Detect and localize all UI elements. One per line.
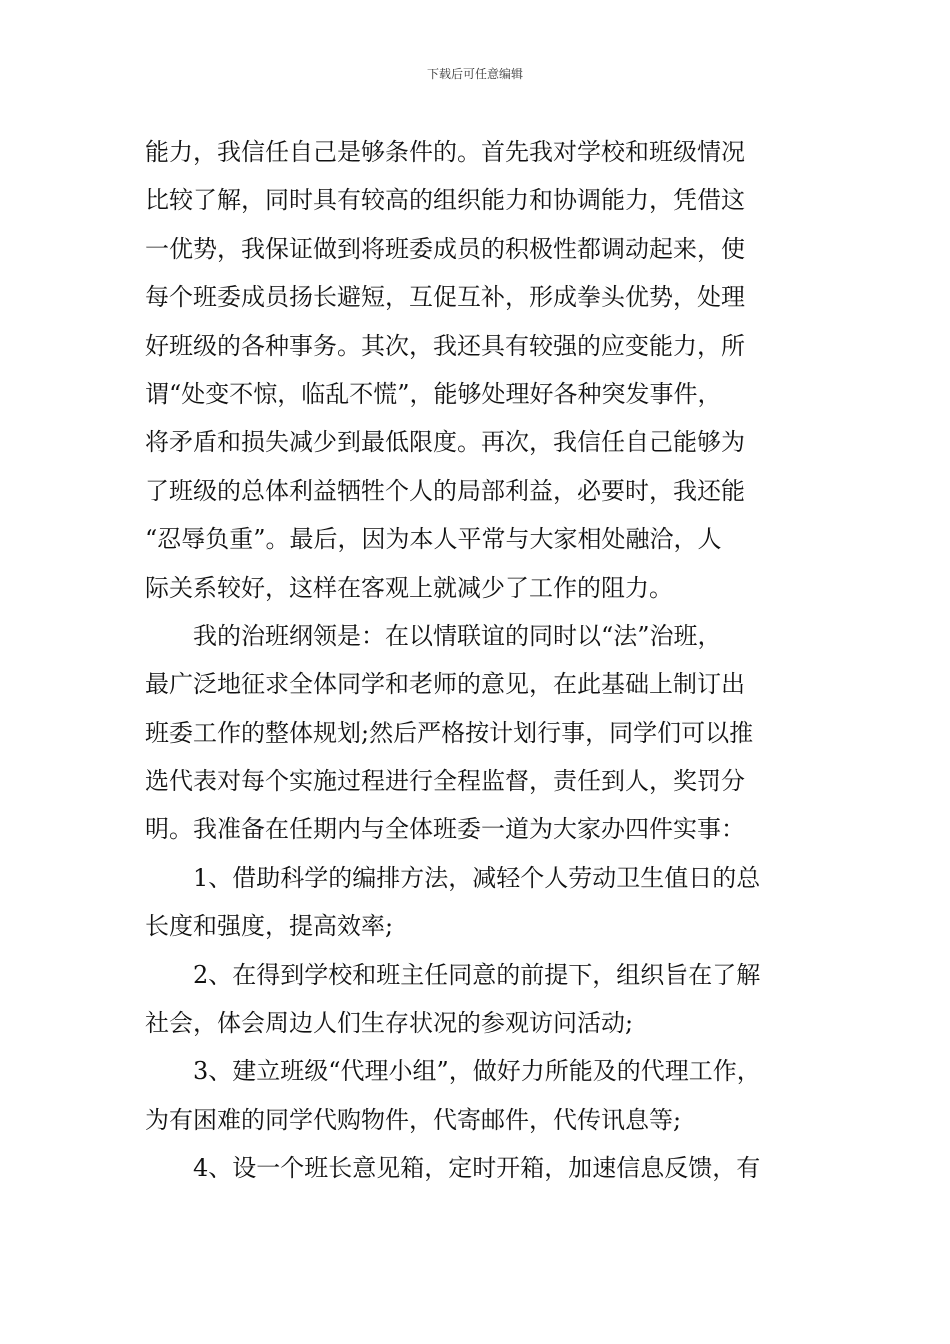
text-line: 选代表对每个实施过程进行全程监督，责任到人，奖罚分: [145, 767, 745, 796]
text-line: 了班级的总体利益牺牲个人的局部利益，必要时，我还能: [145, 476, 745, 505]
text-line: 社会，体会周边人们生存状况的参观访问活动;: [145, 1009, 634, 1038]
paragraph-start-line: 我的治班纲领是：在以情联谊的同时以“法”治班，: [193, 621, 722, 650]
text-line: 明。我准备在任期内与全体班委一道为大家办四件实事：: [145, 815, 745, 844]
document-body: [145, 128, 810, 1193]
text-line: 能力，我信任自己是够条件的。首先我对学校和班级情况: [145, 138, 745, 166]
text-line: 每个班委成员扬长避短，互促互补，形成拳头优势，处理: [145, 283, 745, 312]
text-line: 班委工作的整体规划;然后严格按计划行事，同学们可以推: [145, 718, 754, 747]
text-line: 比较了解，同时具有较高的组织能力和协调能力，凭借这: [145, 186, 745, 215]
text-line: “忍辱负重”。最后，因为本人平常与大家相处融洽，人: [145, 525, 722, 554]
list-item-4-line: 4、设一个班长意见箱，定时开箱，加速信息反馈，有: [193, 1154, 761, 1183]
text-line: 长度和强度，提高效率;: [145, 912, 394, 941]
text-line: 一优势，我保证做到将班委成员的积极性都调动起来，使: [145, 234, 745, 263]
text-line: 将矛盾和损失减少到最低限度。再次，我信任自己能够为: [145, 428, 745, 457]
list-item-3-line: 3、建立班级“代理小组”，做好力所能及的代理工作，: [193, 1057, 761, 1086]
list-item-2-line: 2、在得到学校和班主任同意的前提下，组织旨在了解: [193, 960, 761, 989]
text-line: 为有困难的同学代购物件，代寄邮件，代传讯息等;: [145, 1105, 682, 1134]
text-line: 好班级的各种事务。其次，我还具有较强的应变能力，所: [145, 331, 745, 360]
page-header: 下载后可任意编辑: [426, 67, 523, 81]
list-item-1-line: 1、借助科学的编排方法，减轻个人劳动卫生值日的总: [193, 863, 761, 892]
text-line: 际关系较好，这样在客观上就减少了工作的阻力。: [145, 573, 673, 602]
text-line: 谓“处变不惊，临乱不慌”，能够处理好各种突发事件，: [145, 379, 722, 408]
text-line: 最广泛地征求全体同学和老师的意见，在此基础上制订出: [145, 670, 745, 699]
